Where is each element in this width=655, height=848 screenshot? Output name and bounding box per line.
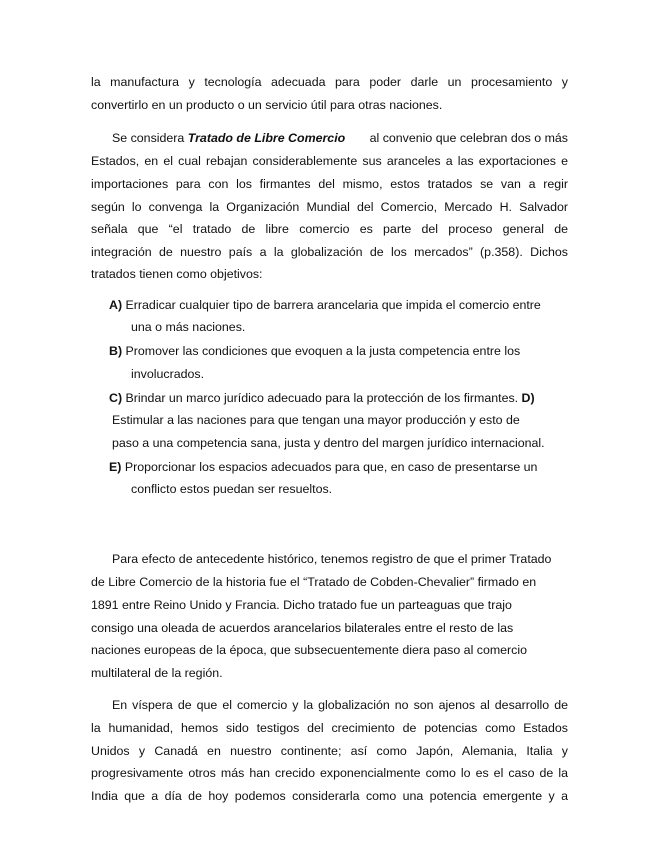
list-marker: D) [521,391,535,405]
text-line: de Libre Comercio de la historia fue el “Tratado de Cobden-Chevalier” firmado en [91,575,537,589]
list-marker: A) [109,298,123,312]
text-run: al convenio que celebran dos o más [366,131,568,145]
text-line: tratados tienen como objetivos: [91,267,263,281]
text-line: integración de nuestro país a la globalización de los mercados” (p.358). Dichos [91,245,568,259]
text-line: según lo convenga la Organización Mundial del Comercio, Mercado H. Salvador [91,200,568,214]
text-run: Brindar un marco jurídico adecuado para la protección de los firmantes. [122,391,522,405]
text-line: India que a día de hoy podemos considerarla como una potencia emergente y a [91,789,568,803]
list-item [109,391,535,406]
text-line: multilateral de la región. [91,666,223,680]
text-line: Estimular a las naciones para que tengan una mayor producción y esto de [112,413,520,427]
emphasis-term: Tratado de Libre Comercio [187,131,346,145]
text-line: 1891 entre Reino Unido y Francia. Dicho tratado fue un parteaguas que trajo [91,598,512,612]
text-line: paso a una competencia sana, justa y dentro del margen jurídico internacional. [112,436,545,450]
text-line: la manufactura y tecnología adecuada para poder darle un procesamiento y [91,75,568,89]
text-run: Proporcionar los espacios adecuados para que, en caso de presentarse un [121,460,538,474]
text-line: Unidos y Canadá en nuestro continente; así como Japón, Alemania, Italia y [91,744,568,758]
text-line: consigo una oleada de acuerdos arancelarios bilaterales entre el resto de las [91,621,514,635]
text-line: involucrados. [131,367,205,381]
text-line: una o más naciones. [131,320,246,334]
text-line: naciones europeas de la época, que subsecuentemente diera paso al comercio [91,643,528,657]
text-run: Se considera [112,131,188,145]
list-item [109,298,541,313]
list-marker: B) [109,344,123,358]
text-line: conflicto estos puedan ser resueltos. [131,482,333,496]
text-line: convertirlo en un producto o un servicio útil para otras naciones. [91,98,443,112]
text-line: progresivamente otros más han crecido exponencialmente como lo es el caso de la [91,766,568,780]
text-run: Promover las condiciones que evoquen a la justa competencia entre los [122,344,521,358]
text-run [112,131,345,146]
text-run: Erradicar cualquier tipo de barrera arancelaria que impida el comercio entre [122,298,541,312]
text-line: señala que “el tratado de libre comercio es parte del proceso general de [91,222,568,236]
text-line: Estados, en el cual rebajan considerablemente sus aranceles a las exportaciones e [91,154,568,168]
list-item [109,344,520,359]
text-line [112,131,568,146]
list-item [109,460,537,475]
text-line: En víspera de que el comercio y la globalización no son ajenos al desarrollo de [112,698,568,712]
text-line: Para efecto de antecedente histórico, tenemos registro de que el primer Tratado [112,552,552,566]
list-marker: C) [109,391,123,405]
text-line: la humanidad, hemos sido testigos del crecimiento de potencias como Estados [91,721,568,735]
text-line: importaciones para con los firmantes del mismo, estos tratados se van a regir [91,177,568,191]
list-marker: E) [109,460,122,474]
